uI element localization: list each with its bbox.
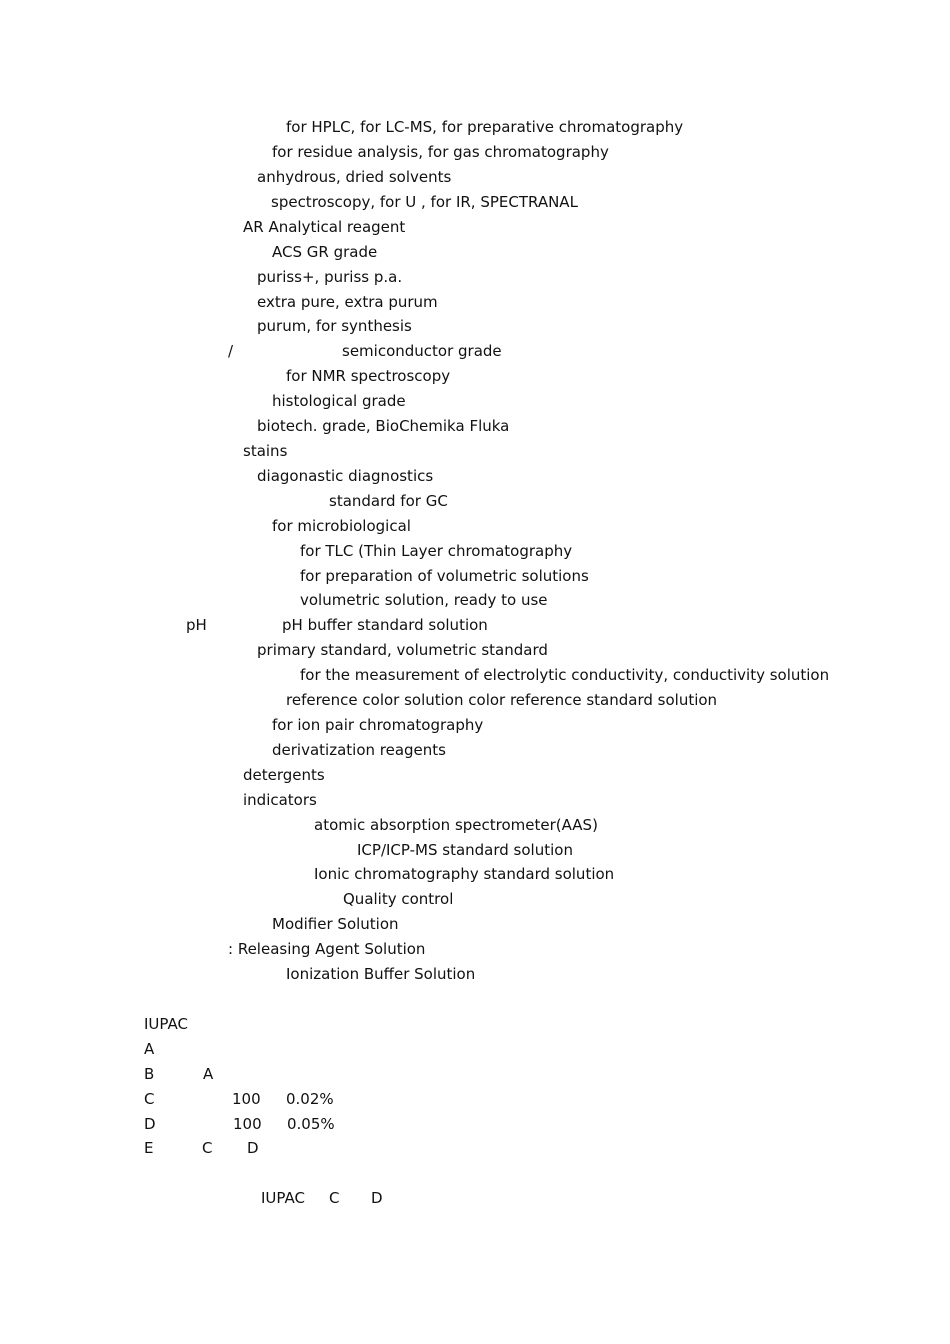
grade-line: derivatization reagents bbox=[272, 741, 446, 759]
grade-line: indicators bbox=[243, 791, 317, 809]
grade-line: / bbox=[228, 342, 234, 360]
iupac-row-value: 0.05% bbox=[287, 1115, 335, 1133]
grade-line: purum, for synthesis bbox=[257, 317, 412, 335]
iupac-row-label: A bbox=[144, 1040, 155, 1058]
grade-line: : Releasing Agent Solution bbox=[228, 940, 426, 958]
grade-line: Quality control bbox=[343, 890, 454, 908]
iupac-row-value: 100 bbox=[233, 1115, 262, 1133]
grade-line: AR Analytical reagent bbox=[243, 218, 406, 236]
grade-line: ACS GR grade bbox=[272, 243, 378, 261]
iupac-row-value: C bbox=[202, 1139, 213, 1157]
iupac-row bbox=[144, 1114, 444, 1134]
grade-line: anhydrous, dried solvents bbox=[257, 168, 452, 186]
grade-line: for the measurement of electrolytic conductivity, conductivity solution bbox=[300, 666, 830, 684]
grade-line: Ionization Buffer Solution bbox=[286, 965, 476, 983]
grade-line: histological grade bbox=[272, 392, 406, 410]
grade-line: reference color solution color reference standard solution bbox=[286, 691, 718, 709]
grade-line: pH bbox=[186, 616, 207, 634]
grade-line: for microbiological bbox=[272, 517, 411, 535]
grade-line: Modifier Solution bbox=[272, 915, 399, 933]
iupac-row-label: C bbox=[144, 1090, 155, 1108]
grade-line: biotech. grade, BioChemika Fluka bbox=[257, 417, 510, 435]
grade-line: primary standard, volumetric standard bbox=[257, 641, 548, 659]
grade-line: for HPLC, for LC-MS, for preparative chromatography bbox=[286, 118, 684, 136]
grade-line: diagonastic diagnostics bbox=[257, 467, 434, 485]
grade-line: detergents bbox=[243, 766, 325, 784]
grade-line: for ion pair chromatography bbox=[272, 716, 484, 734]
grade-line: Ionic chromatography standard solution bbox=[314, 865, 615, 883]
grade-line: standard for GC bbox=[329, 492, 448, 510]
grade-line: ICP/ICP-MS standard solution bbox=[357, 841, 573, 859]
grade-line: atomic absorption spectrometer(AAS) bbox=[314, 816, 598, 834]
iupac-row-value: 0.02% bbox=[286, 1090, 334, 1108]
iupac-note-term: C bbox=[329, 1189, 340, 1207]
grade-line: for TLC (Thin Layer chromatography bbox=[300, 542, 573, 560]
grade-line: semiconductor grade bbox=[342, 342, 502, 360]
iupac-heading: IUPAC bbox=[144, 1015, 188, 1033]
grade-line: puriss+, puriss p.a. bbox=[257, 268, 403, 286]
iupac-row bbox=[144, 1064, 444, 1084]
grade-line: for NMR spectroscopy bbox=[286, 367, 451, 385]
iupac-row-label: D bbox=[144, 1115, 156, 1133]
grade-line: for preparation of volumetric solutions bbox=[300, 567, 589, 585]
grade-line: extra pure, extra purum bbox=[257, 293, 438, 311]
iupac-row bbox=[144, 1039, 444, 1059]
grade-line: pH buffer standard solution bbox=[282, 616, 488, 634]
iupac-row-value: D bbox=[247, 1139, 259, 1157]
iupac-note-term: IUPAC bbox=[261, 1189, 305, 1207]
grade-line: for residue analysis, for gas chromatography bbox=[272, 143, 609, 161]
iupac-row-label: B bbox=[144, 1065, 155, 1083]
iupac-note-term: D bbox=[371, 1189, 383, 1207]
grade-line: spectroscopy, for U , for IR, SPECTRANAL bbox=[271, 193, 578, 211]
iupac-row bbox=[144, 1089, 444, 1109]
iupac-row bbox=[144, 1138, 444, 1158]
grade-line: stains bbox=[243, 442, 288, 460]
iupac-row-value: A bbox=[203, 1065, 214, 1083]
iupac-note bbox=[261, 1188, 461, 1208]
iupac-row-label: E bbox=[144, 1139, 154, 1157]
iupac-row-value: 100 bbox=[232, 1090, 261, 1108]
grade-line: volumetric solution, ready to use bbox=[300, 591, 548, 609]
